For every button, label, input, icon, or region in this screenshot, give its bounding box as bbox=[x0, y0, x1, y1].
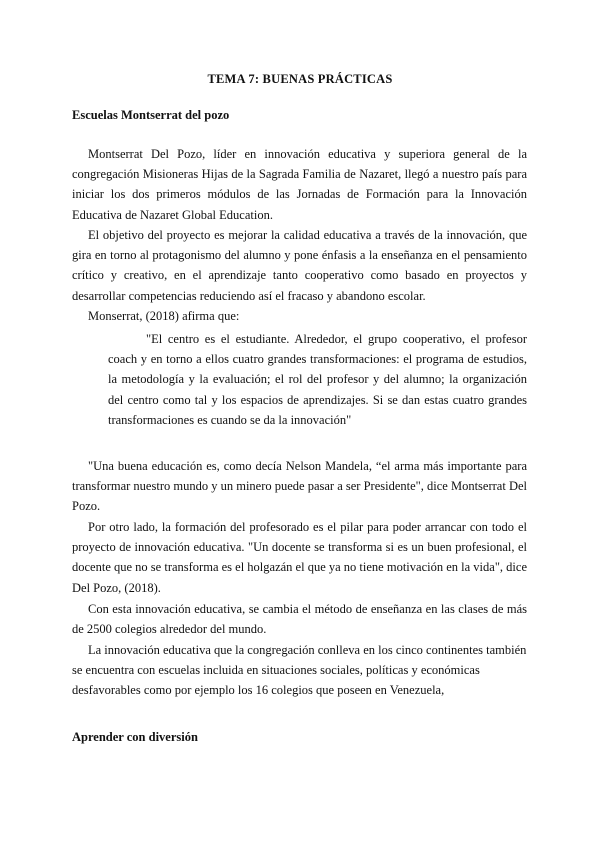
section-heading-aprender: Aprender con diversión bbox=[72, 730, 198, 744]
page-title: TEMA 7: BUENAS PRÁCTICAS bbox=[207, 72, 393, 86]
paragraph-mandela: "Una buena educación es, como decía Nelson Mandela, “el arma más importante para transformar nuestro mundo y un minero puede pasar a ser Presidente", dice Montserrat Del Pozo. bbox=[72, 459, 527, 514]
paragraph-quote-lead: Monserrat, (2018) afirma que: bbox=[88, 309, 240, 323]
paragraph-teacher-training: Por otro lado, la formación del profesorado es el pilar para poder arrancar con todo el proyecto de innovación educativa. "Un docente se transforma si es un buen profesional, el docente que no se transforma es el holgazán el que ya no tiene motivación en la vida", dice Del Pozo, (2018). bbox=[72, 520, 527, 595]
paragraph-schools-count: Con esta innovación educativa, se cambia el método de enseñanza en las clases de más de 2500 colegios alrededor del mundo. bbox=[72, 602, 527, 637]
paragraph-continents: La innovación educativa que la congregación conlleva en los cinco continentes también se encuentra con escuelas incluida en situaciones sociales, políticas y económicas desfavorables como por ejemplo los 16 colegios que poseen en Venezuela, bbox=[72, 643, 527, 698]
paragraph-objective: El objetivo del proyecto es mejorar la calidad educativa a través de la innovación, que gira en torno al protagonismo del alumno y pone énfasis a la enseñanza en el pensamiento crítico y creativo, en el aprendizaje tanto cooperativo como basado en proyectos y desarrollar competencias reduciendo así el fracaso y abandono escolar. bbox=[72, 228, 527, 303]
section-heading-escuelas: Escuelas Montserrat del pozo bbox=[72, 108, 230, 122]
block-quote: "El centro es el estudiante. Alrededor, el grupo cooperativo, el profesor coach y en torno a ellos cuatro grandes transformaciones: el programa de estudios, la metodología y la evaluación; el rol del profesor y del alumno; la organización del centro como tal y los espacios de aprendizajes. Si se dan estas cuatro grandes transformaciones es cuando se da la innovación" bbox=[108, 332, 527, 427]
paragraph-intro: Montserrat Del Pozo, líder en innovación educativa y superiora general de la congregación Misioneras Hijas de la Sagrada Familia de Nazaret, llegó a nuestro país para iniciar los dos primeros módulos de las Jornadas de Formación para la Innovación Educativa de Nazaret Global Education. bbox=[72, 147, 527, 222]
